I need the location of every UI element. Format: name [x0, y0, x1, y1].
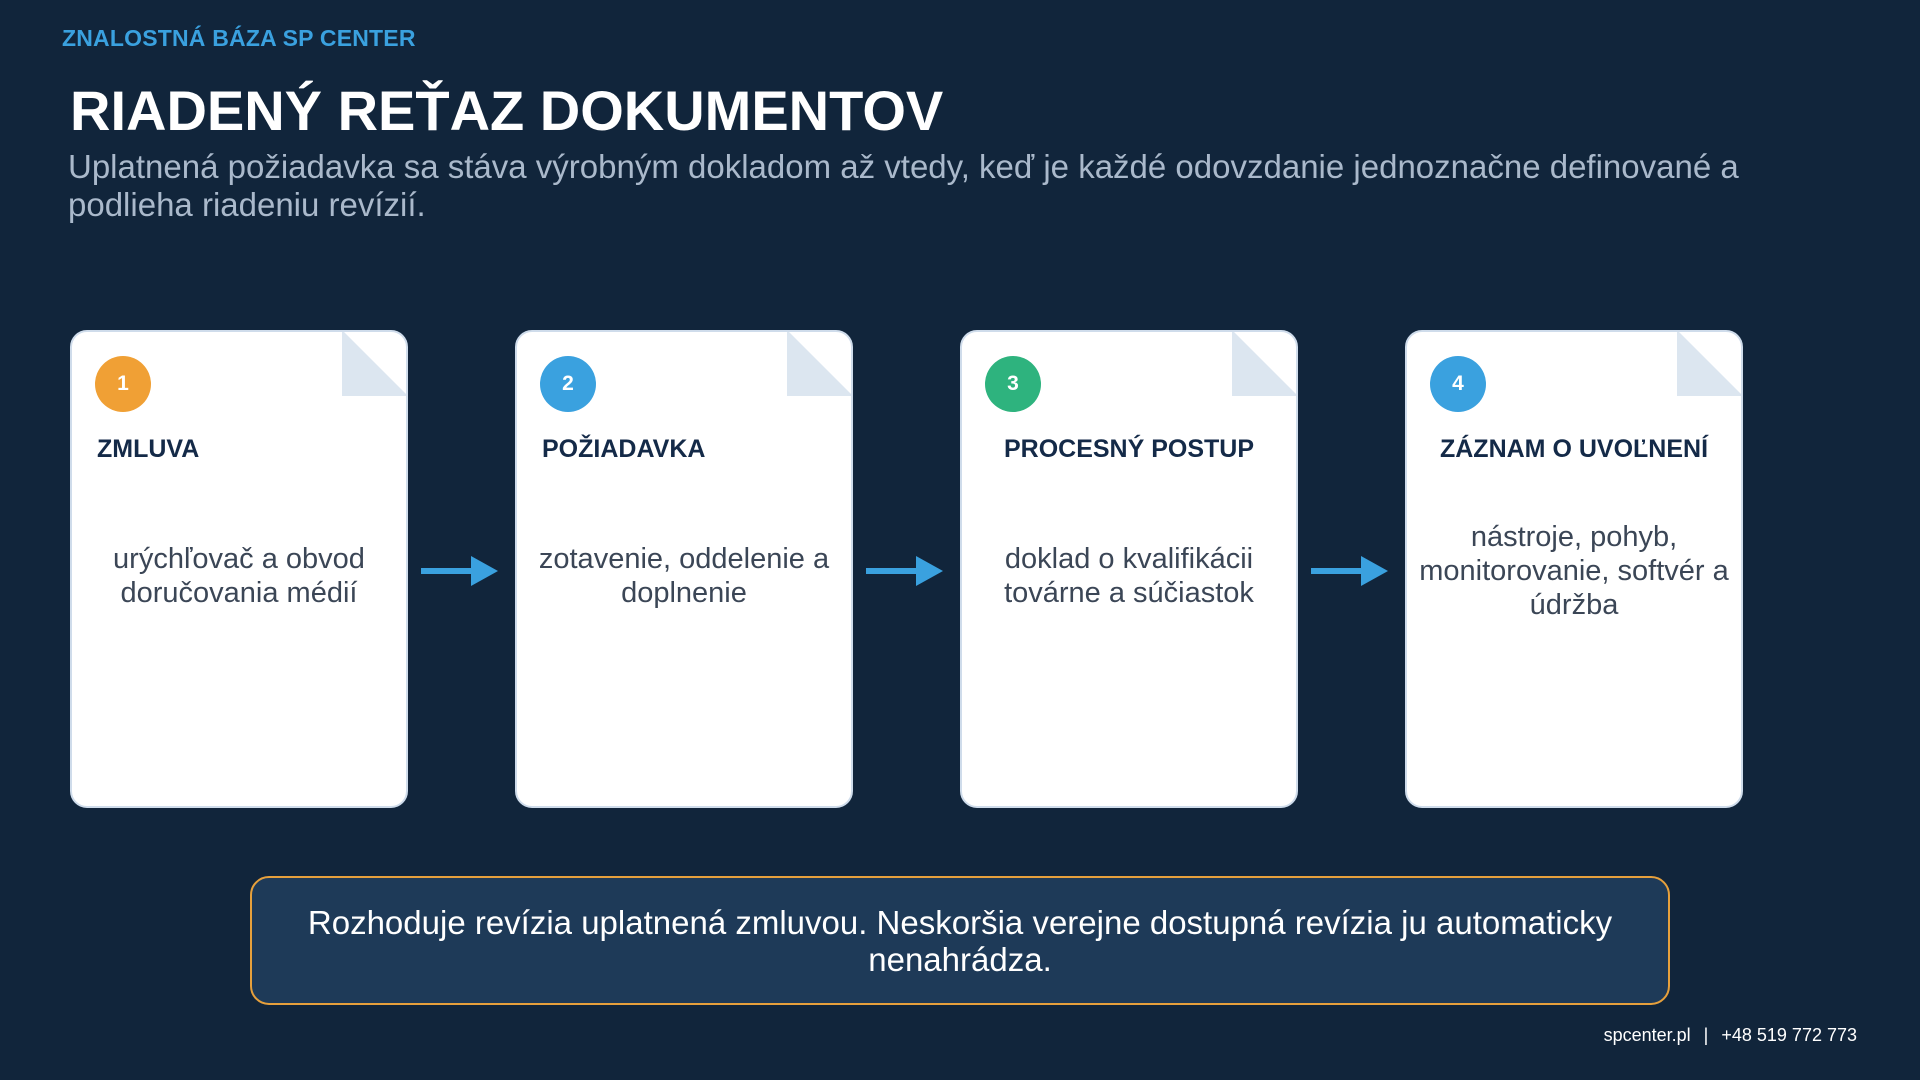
step-card-contract — [70, 330, 408, 808]
page-title: RIADENÝ REŤAZ DOKUMENTOV — [70, 79, 944, 142]
step-number-badge: 2 — [540, 356, 596, 412]
arrow-right-icon — [866, 553, 943, 589]
step-description: doklad o kvalifikácii továrne a súčiastok — [1004, 543, 1254, 609]
step-number-badge: 1 — [95, 356, 151, 412]
step-card-process — [960, 330, 1298, 808]
step-description: zotavenie, oddelenie a doplnenie — [538, 543, 830, 609]
footer-separator: | — [1703, 1025, 1709, 1045]
step-number-badge: 3 — [985, 356, 1041, 412]
footer-contact — [1604, 1025, 1857, 1046]
page-subtitle: Uplatnená požiadavka sa stáva výrobným dokladom až vtedy, keď je každé odovzdanie jednoznačne definované a podlieha riadeniu revízií. — [68, 148, 1739, 223]
page-fold-icon — [1677, 330, 1743, 396]
page-fold-icon — [342, 330, 408, 396]
note-box — [250, 876, 1670, 1005]
footer-website: spcenter.pl — [1603, 1025, 1691, 1045]
kicker-label: ZNALOSTNÁ BÁZA SP CENTER — [62, 25, 416, 51]
page-fold-icon — [1232, 330, 1298, 396]
step-title: ZMLUVA — [97, 435, 200, 463]
step-description: urýchľovač a obvod doručovania médií — [113, 543, 365, 609]
note-text: Rozhoduje revízia uplatnená zmluvou. Neskoršia verejne dostupná revízia ju automaticky nenahrádza. — [307, 903, 1613, 978]
arrow-right-icon — [1311, 553, 1388, 589]
step-description: nástroje, pohyb, monitorovanie, softvér a údržba — [1419, 521, 1729, 621]
step-card-requirement — [515, 330, 853, 808]
footer-phone: +48 519 772 773 — [1721, 1025, 1857, 1045]
step-title: ZÁZNAM O UVOĽNENÍ — [1439, 435, 1709, 463]
arrow-right-icon — [421, 553, 498, 589]
step-number-badge: 4 — [1430, 356, 1486, 412]
page-fold-icon — [787, 330, 853, 396]
step-title: POŽIADAVKA — [542, 435, 706, 463]
step-title: PROCESNÝ POSTUP — [1003, 435, 1255, 463]
step-card-release — [1405, 330, 1743, 808]
